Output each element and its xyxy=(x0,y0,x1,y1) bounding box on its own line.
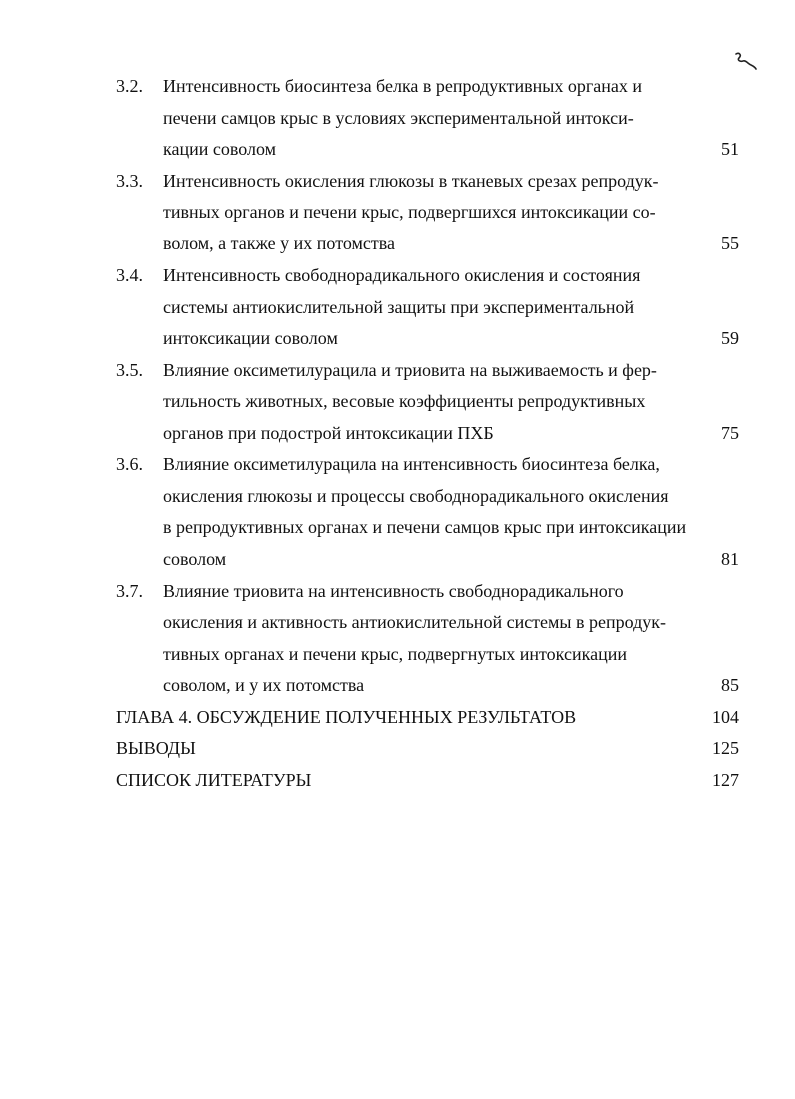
section-number: 3.5. xyxy=(116,360,143,380)
toc-chapter-line xyxy=(0,765,795,796)
chapter-title: ГЛАВА 4. ОБСУЖДЕНИЕ ПОЛУЧЕННЫХ РЕЗУЛЬТАТОВ xyxy=(116,707,577,727)
toc-line xyxy=(0,386,795,417)
section-number: 3.3. xyxy=(116,171,143,191)
toc-line xyxy=(0,228,795,259)
section-title-line: Влияние оксиметилурацила на интенсивность биосинтеза белка, xyxy=(163,454,660,474)
section-title-line: системы антиокислительной защиты при экспериментальной xyxy=(163,297,635,317)
section-number: 3.4. xyxy=(116,265,143,285)
page-number: 75 xyxy=(721,423,739,443)
section-title-line: в репродуктивных органах и печени самцов крыс при интоксикации xyxy=(163,517,687,537)
page-number: 85 xyxy=(721,675,739,695)
toc-line xyxy=(0,576,795,607)
toc-line xyxy=(0,103,795,134)
toc-line xyxy=(0,544,795,575)
toc-line xyxy=(0,260,795,291)
section-title-line: окисления глюкозы и процессы свободнорадикального окисления xyxy=(163,486,669,506)
toc-line xyxy=(0,670,795,701)
chapter-title: СПИСОК ЛИТЕРАТУРЫ xyxy=(116,770,312,790)
section-number: 3.6. xyxy=(116,454,143,474)
toc-line xyxy=(0,481,795,512)
section-title-line: Интенсивность окисления глюкозы в тканевых срезах репродук- xyxy=(163,171,659,191)
toc-line xyxy=(0,512,795,543)
toc-chapter-line xyxy=(0,733,795,764)
section-title-line: соволом xyxy=(163,549,227,569)
section-title-line: тильность животных, весовые коэффициенты репродуктивных xyxy=(163,391,646,411)
section-title-line: тивных органах и печени крыс, подвергнутых интоксикации xyxy=(163,644,627,664)
section-title-line: окисления и активность антиокислительной системы в репродук- xyxy=(163,612,667,632)
page-number: 125 xyxy=(712,738,739,758)
toc-line xyxy=(0,292,795,323)
section-title-line: Интенсивность биосинтеза белка в репродуктивных органах и xyxy=(163,76,643,96)
page-number: 81 xyxy=(721,549,739,569)
toc-line xyxy=(0,418,795,449)
section-title-line: Влияние оксиметилурацила и триовита на выживаемость и фер- xyxy=(163,360,657,380)
toc-line xyxy=(0,71,795,102)
toc-line xyxy=(0,449,795,480)
toc-chapter-line xyxy=(0,702,795,733)
section-title-line: интоксикации соволом xyxy=(163,328,338,348)
page-number: 55 xyxy=(721,233,739,253)
section-title-line: органов при подострой интоксикации ПХБ xyxy=(163,423,494,443)
page-number: 104 xyxy=(712,707,739,727)
toc-line xyxy=(0,607,795,638)
section-title-line: соволом, и у их потомства xyxy=(163,675,365,695)
toc-line xyxy=(0,323,795,354)
section-title-line: волом, а также у их потомства xyxy=(163,233,395,253)
toc-line xyxy=(0,166,795,197)
section-title-line: кации соволом xyxy=(163,139,277,159)
toc-line xyxy=(0,197,795,228)
page-number: 51 xyxy=(721,139,739,159)
toc-line xyxy=(0,355,795,386)
toc-line xyxy=(0,639,795,670)
section-title-line: печени самцов крыс в условиях экспериментальной интокси- xyxy=(163,108,634,128)
page-number: 59 xyxy=(721,328,739,348)
page-number: 127 xyxy=(712,770,739,790)
section-number: 3.7. xyxy=(116,581,143,601)
section-title-line: Интенсивность свободнорадикального окисления и состояния xyxy=(163,265,641,285)
chapter-title: ВЫВОДЫ xyxy=(116,738,196,758)
toc-line xyxy=(0,134,795,165)
section-title-line: тивных органов и печени крыс, подвергшихся интоксикации со- xyxy=(163,202,656,222)
section-title-line: Влияние триовита на интенсивность свободнорадикального xyxy=(163,581,624,601)
section-number: 3.2. xyxy=(116,76,143,96)
